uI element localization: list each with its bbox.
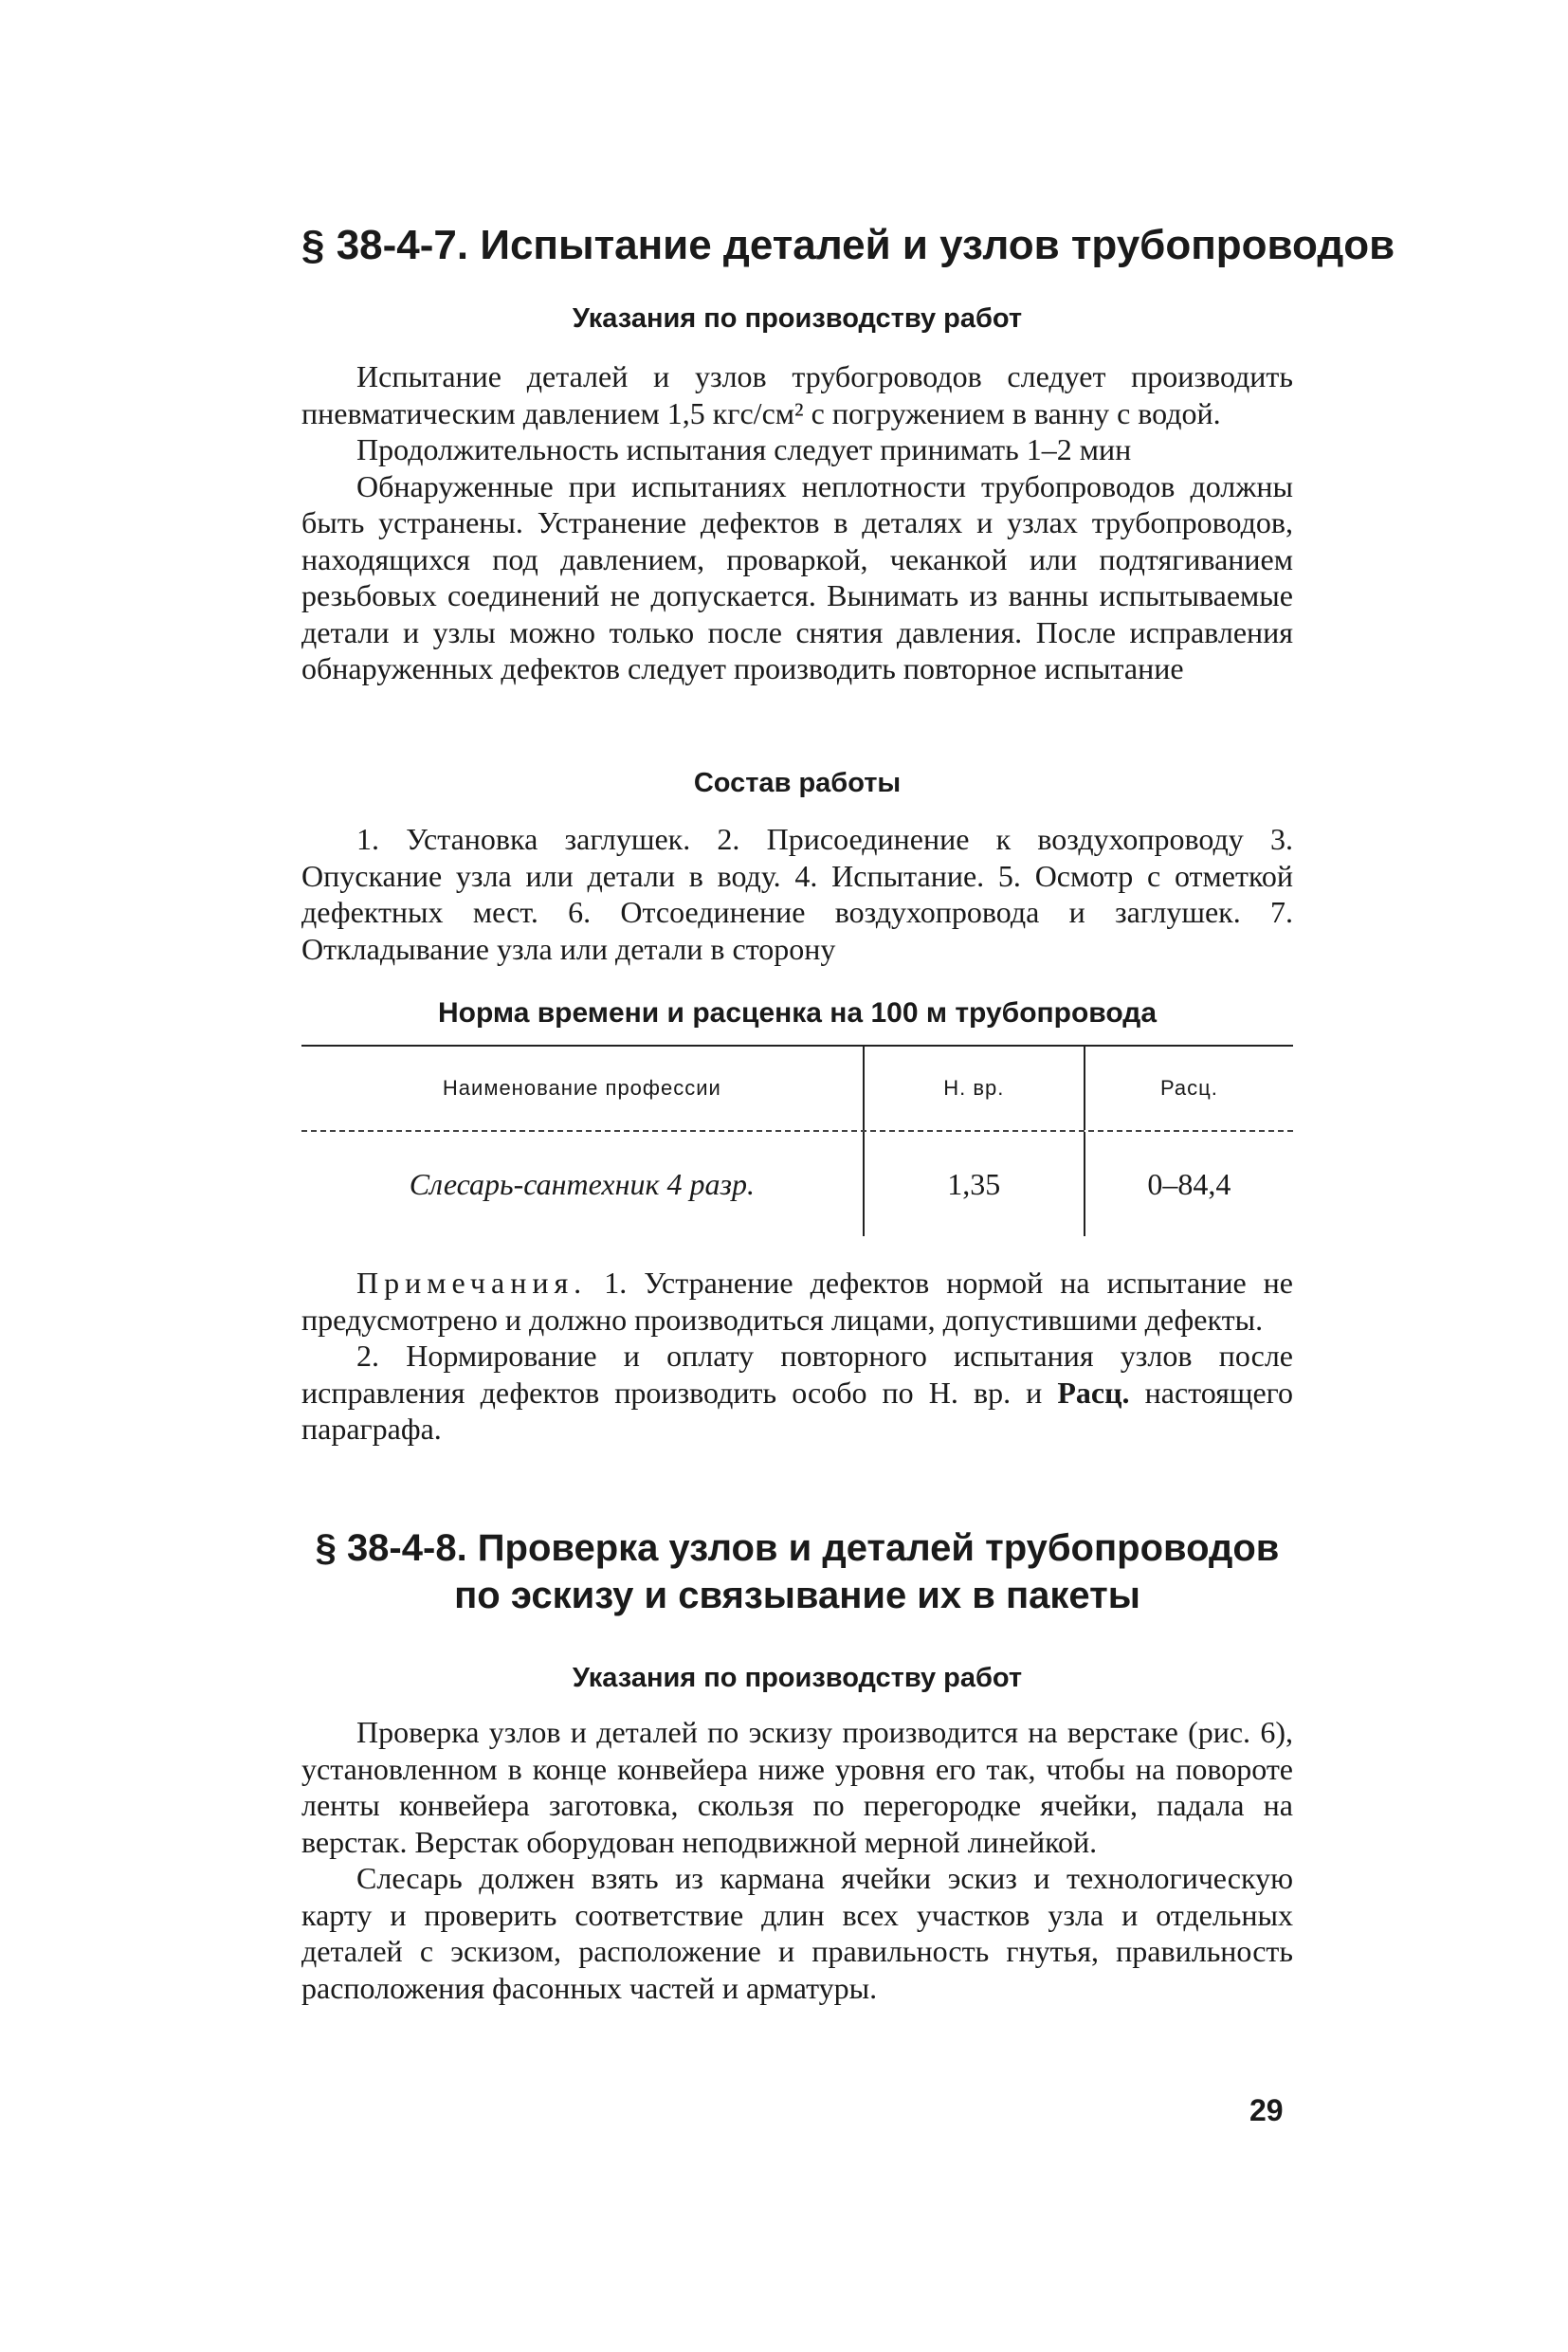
section-title-line-1: § 38-4-8. Проверка узлов и деталей трубопроводов bbox=[315, 1527, 1280, 1569]
paragraph: Обнаруженные при испытаниях неплотности трубопроводов должны быть устранены. Устранение дефектов в деталях и узлах трубопроводов, находящихся под давлением, проваркой, чеканкой или подтягиванием резьбовых соединений не допускается. Вынимать из ванны испытываемые детали и узлы можно только после снятия давления. После исправления обнаруженных дефектов следует производить повторное испытание bbox=[301, 468, 1293, 685]
section-title-line-2: по эскизу и связывание их в пакеты bbox=[454, 1575, 1140, 1616]
table-title-block bbox=[301, 995, 1293, 1031]
header-profession: Наименование профессии bbox=[442, 1076, 721, 1100]
work-composition-text: 1. Установка заглушек. 2. Присоединение к воздухопроводу 3. Опускание узла или детали в воду. 4. Испытание. 5. Осмотр с отметкой дефектных мест. 6. Отсоединение воздухопровода и заглушек. 7. Откладывание узла или детали в сторону bbox=[301, 822, 1293, 966]
instructions-heading-block bbox=[301, 301, 1293, 336]
notes-label: Примечания. bbox=[356, 1266, 588, 1300]
instructions-heading: Указания по производству работ bbox=[572, 303, 1023, 334]
table-row bbox=[301, 1132, 1293, 1236]
paragraph: Проверка узлов и деталей по эскизу производится на верстаке (рис. 6), установленном в конце конвейера ниже уровня его так, чтобы на повороте ленты конвейера заготовка, скользя по перегородке ячейки, падала на верстак. Верстак оборудован неподвижной мерной линейкой. bbox=[301, 1715, 1293, 1859]
note-2-text-start: 2. Нормирование и оплату повторного испытания узлов после исправления дефектов производить особо по Н. вр. и bbox=[301, 1339, 1293, 1410]
table-header-row bbox=[301, 1047, 1293, 1132]
header-rate: Расц. bbox=[1084, 1047, 1293, 1130]
section1-body bbox=[301, 358, 1293, 687]
section-title: § 38-4-7. Испытание деталей и узлов трубопроводов bbox=[301, 222, 1395, 268]
section2-body bbox=[301, 1714, 1293, 2006]
instructions-heading-block-2 bbox=[301, 1661, 1293, 1695]
norm-table bbox=[301, 1045, 1293, 1236]
note-2 bbox=[301, 1338, 1293, 1448]
work-composition-heading: Состав работы bbox=[693, 768, 902, 798]
note-2-bold: Расц. bbox=[1057, 1375, 1130, 1410]
note-2-text-end: настоящего параграфа. bbox=[301, 1375, 1294, 1446]
section-38-4-7-title-block bbox=[301, 220, 1395, 271]
paragraph: Слесарь должен взять из кармана ячейки эскиз и технологическую карту и проверить соответствие длин всех участков узла и отдельных деталей с эскизом, расположение и правильность гнутья, правильность расположения фасонных частей и арматуры. bbox=[301, 1861, 1293, 2005]
instructions-heading: Указания по производству работ bbox=[572, 1663, 1023, 1693]
work-composition-block bbox=[301, 821, 1293, 967]
cell-profession: Слесарь-сантехник 4 разр. bbox=[409, 1166, 755, 1201]
note-1 bbox=[301, 1265, 1293, 1338]
note-1-text: 1. Устранение дефектов нормой на испытание не предусмотрено и должно производиться лицами, допустившими дефекты. bbox=[301, 1266, 1294, 1337]
cell-rate: 0–84,4 bbox=[1084, 1132, 1293, 1236]
notes-block bbox=[301, 1265, 1293, 1448]
work-heading-block bbox=[301, 766, 1293, 800]
paragraph: Испытание деталей и узлов трубогроводов следует производить пневматическим давлением 1,5 кгс/см² с погружением в ванну с водой. bbox=[301, 359, 1293, 430]
paragraph: Продолжительность испытания следует принимать 1–2 мин bbox=[356, 432, 1132, 466]
table-title: Норма времени и расценка на 100 м трубопровода bbox=[437, 997, 1157, 1029]
cell-norm-time: 1,35 bbox=[863, 1132, 1084, 1236]
header-norm-time: Н. вр. bbox=[863, 1047, 1084, 1130]
page-number: 29 bbox=[1249, 2093, 1284, 2127]
section-38-4-8-title-block bbox=[301, 1524, 1293, 1619]
